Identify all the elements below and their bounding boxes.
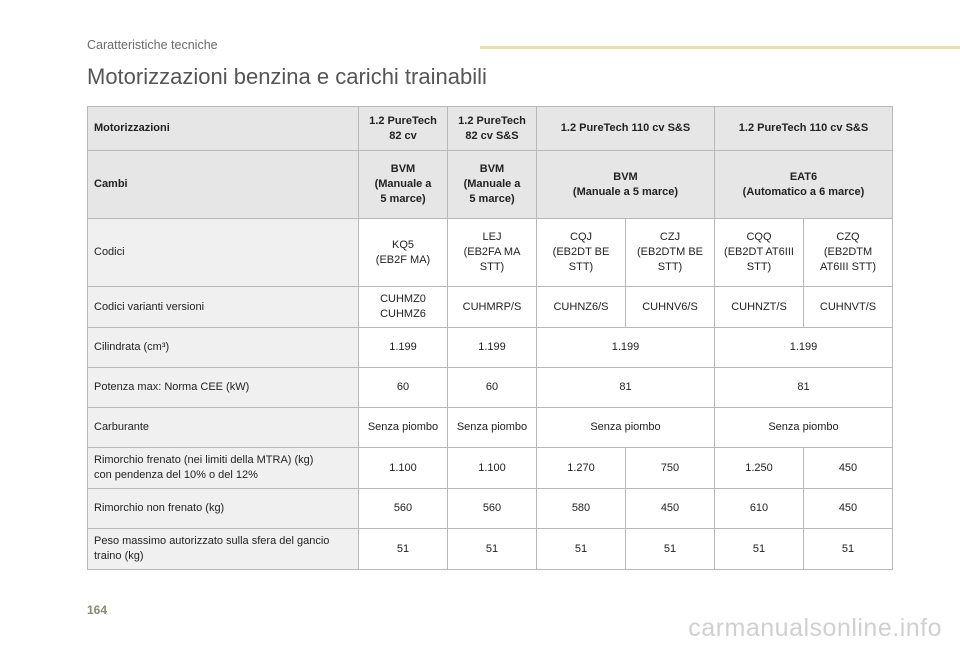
row-label-codici-varianti: Codici varianti versioni bbox=[88, 287, 359, 328]
cell-ball-3: 51 bbox=[537, 529, 626, 570]
cell-unbraked-2: 560 bbox=[448, 489, 537, 529]
cell-unbraked-4: 450 bbox=[626, 489, 715, 529]
cell-variant-5: CUHNZT/S bbox=[715, 287, 804, 328]
cell-motor-4: 1.2 PureTech 110 cv S&S bbox=[715, 107, 893, 151]
table-row-motorizzazioni bbox=[88, 107, 893, 151]
cell-ball-6: 51 bbox=[804, 529, 893, 570]
cell-motor-2: 1.2 PureTech 82 cv S&S bbox=[448, 107, 537, 151]
row-label-cambi: Cambi bbox=[88, 151, 359, 219]
cell-gear-3: BVM (Manuale a 5 marce) bbox=[537, 151, 715, 219]
cell-variant-1: CUHMZ0 CUHMZ6 bbox=[359, 287, 448, 328]
table-row-codici bbox=[88, 219, 893, 287]
cell-cyl-3: 1.199 bbox=[537, 328, 715, 368]
cell-ball-4: 51 bbox=[626, 529, 715, 570]
cell-gear-4: EAT6 (Automatico a 6 marce) bbox=[715, 151, 893, 219]
table-row-rimorchio-frenato bbox=[88, 448, 893, 489]
table-row-cilindrata bbox=[88, 328, 893, 368]
cell-gear-2: BVM (Manuale a 5 marce) bbox=[448, 151, 537, 219]
cell-cyl-4: 1.199 bbox=[715, 328, 893, 368]
table-row-potenza bbox=[88, 368, 893, 408]
cell-unbraked-6: 450 bbox=[804, 489, 893, 529]
cell-braked-2: 1.100 bbox=[448, 448, 537, 489]
page-number: 164 bbox=[87, 603, 108, 617]
cell-braked-4: 750 bbox=[626, 448, 715, 489]
cell-code-4: CZJ (EB2DTM BE STT) bbox=[626, 219, 715, 287]
cell-variant-2: CUHMRP/S bbox=[448, 287, 537, 328]
cell-power-1: 60 bbox=[359, 368, 448, 408]
cell-braked-5: 1.250 bbox=[715, 448, 804, 489]
cell-code-5: CQQ (EB2DT AT6III STT) bbox=[715, 219, 804, 287]
cell-power-3: 81 bbox=[537, 368, 715, 408]
cell-motor-3: 1.2 PureTech 110 cv S&S bbox=[537, 107, 715, 151]
cell-braked-6: 450 bbox=[804, 448, 893, 489]
cell-fuel-4: Senza piombo bbox=[715, 408, 893, 448]
cell-code-2: LEJ (EB2FA MA STT) bbox=[448, 219, 537, 287]
watermark: carmanualsonline.info bbox=[688, 614, 942, 642]
cell-ball-2: 51 bbox=[448, 529, 537, 570]
cell-code-1: KQ5 (EB2F MA) bbox=[359, 219, 448, 287]
accent-bar bbox=[480, 46, 960, 49]
cell-cyl-1: 1.199 bbox=[359, 328, 448, 368]
cell-code-6: CZQ (EB2DTM AT6III STT) bbox=[804, 219, 893, 287]
cell-cyl-2: 1.199 bbox=[448, 328, 537, 368]
row-label-carburante: Carburante bbox=[88, 408, 359, 448]
cell-variant-3: CUHNZ6/S bbox=[537, 287, 626, 328]
cell-unbraked-1: 560 bbox=[359, 489, 448, 529]
engine-spec-table bbox=[87, 106, 893, 570]
row-label-motorizzazioni: Motorizzazioni bbox=[88, 107, 359, 151]
row-label-codici: Codici bbox=[88, 219, 359, 287]
section-label: Caratteristiche tecniche bbox=[87, 38, 218, 52]
table-row-cambi bbox=[88, 151, 893, 219]
cell-unbraked-5: 610 bbox=[715, 489, 804, 529]
row-label-peso-sfera: Peso massimo autorizzato sulla sfera del gancio traino (kg) bbox=[88, 529, 359, 570]
row-label-rimorchio-frenato: Rimorchio frenato (nei limiti della MTRA) (kg) con pendenza del 10% o del 12% bbox=[88, 448, 359, 489]
cell-power-2: 60 bbox=[448, 368, 537, 408]
row-label-rimorchio-non-frenato: Rimorchio non frenato (kg) bbox=[88, 489, 359, 529]
table-row-carburante bbox=[88, 408, 893, 448]
cell-gear-1: BVM (Manuale a 5 marce) bbox=[359, 151, 448, 219]
table-row-rimorchio-non-frenato bbox=[88, 489, 893, 529]
page-title: Motorizzazioni benzina e carichi trainabili bbox=[87, 64, 487, 89]
cell-braked-3: 1.270 bbox=[537, 448, 626, 489]
cell-fuel-1: Senza piombo bbox=[359, 408, 448, 448]
row-label-potenza: Potenza max: Norma CEE (kW) bbox=[88, 368, 359, 408]
cell-ball-5: 51 bbox=[715, 529, 804, 570]
cell-ball-1: 51 bbox=[359, 529, 448, 570]
cell-motor-1: 1.2 PureTech 82 cv bbox=[359, 107, 448, 151]
cell-fuel-2: Senza piombo bbox=[448, 408, 537, 448]
cell-variant-4: CUHNV6/S bbox=[626, 287, 715, 328]
cell-braked-1: 1.100 bbox=[359, 448, 448, 489]
row-label-cilindrata: Cilindrata (cm³) bbox=[88, 328, 359, 368]
cell-power-4: 81 bbox=[715, 368, 893, 408]
cell-fuel-3: Senza piombo bbox=[537, 408, 715, 448]
cell-variant-6: CUHNVT/S bbox=[804, 287, 893, 328]
cell-code-3: CQJ (EB2DT BE STT) bbox=[537, 219, 626, 287]
table-row-peso-sfera bbox=[88, 529, 893, 570]
table-row-codici-varianti bbox=[88, 287, 893, 328]
cell-unbraked-3: 580 bbox=[537, 489, 626, 529]
